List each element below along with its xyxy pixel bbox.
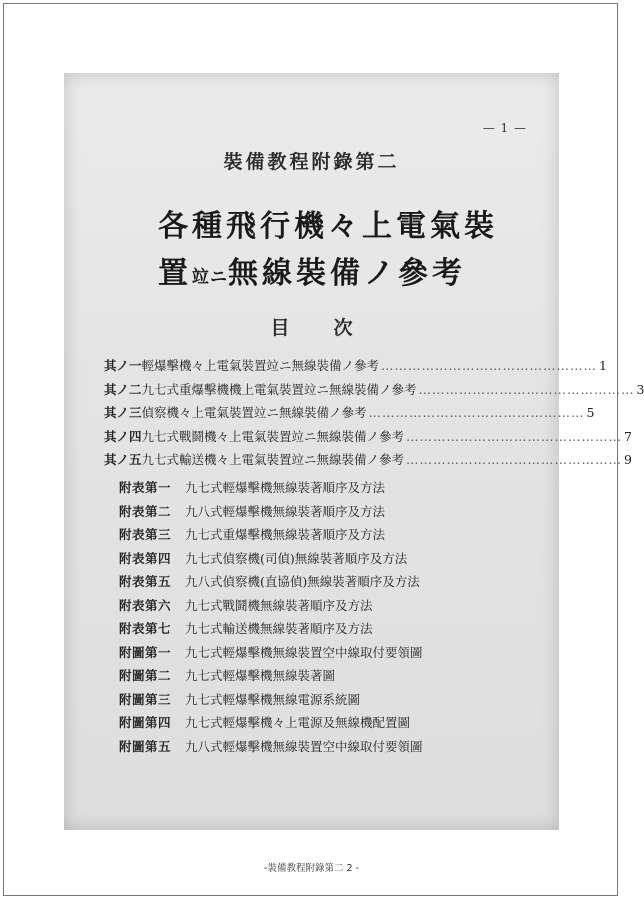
appendix-number: 附圖第五 <box>119 738 172 754</box>
chapter-entry <box>104 450 632 474</box>
chapter-title: 輕爆擊機々上電氣裝置竝ニ無線裝備ノ參考 <box>141 358 380 373</box>
appendix-title: 九七式輕爆擊機無線電源系統圖 <box>185 691 361 707</box>
appendix-entry <box>119 478 459 502</box>
appendix-title: 九七式偵察機(司偵)無線裝著順序及方法 <box>185 550 408 566</box>
leader-dots: ………………………………………… <box>406 428 623 444</box>
leader-dots: ………………………………………… <box>381 358 598 373</box>
page-footer: -裝備教程附錄第二 2 - <box>264 863 359 874</box>
appendix-title: 九八式偵察機(直協偵)無線裝著順序及方法 <box>185 574 420 589</box>
title-line-2-small: 竝ニ <box>192 267 228 288</box>
appendix-entry <box>119 690 459 714</box>
appendix-entry <box>119 737 459 761</box>
title-line-1-text: 各種飛行機々上電氣裝 <box>158 209 498 244</box>
series-title: 裝備教程附錄第二 <box>223 151 400 173</box>
leader-dots: ………………………………………… <box>368 405 585 420</box>
chapter-page: 5 <box>586 405 595 420</box>
chapter-entry <box>104 356 607 380</box>
leader-dots: ………………………………………… <box>418 381 635 397</box>
appendix-number: 附表第六 <box>119 597 172 613</box>
appendix-number: 附表第四 <box>119 550 172 566</box>
chapter-title: 九七式輸送機々上電氣裝置竝ニ無線裝備ノ參考 <box>141 452 405 467</box>
appendix-entry <box>119 596 459 620</box>
scanned-page <box>64 73 644 830</box>
chapter-number: 其ノ五 <box>104 452 142 467</box>
appendix-number: 附表第七 <box>119 621 172 636</box>
appendix-number: 附表第一 <box>119 480 172 495</box>
chapter-entry <box>104 427 632 451</box>
appendix-entry <box>119 549 459 573</box>
appendix-number: 附圖第二 <box>119 668 172 683</box>
appendix-title: 九七式輕爆擊機無線裝著順序及方法 <box>185 480 386 495</box>
appendix-number: 附圖第三 <box>119 691 172 707</box>
appendix-title: 九七式輕爆擊機無線裝著圖 <box>185 668 336 683</box>
appendix-title: 九七式輕爆擊機無線裝置空中線取付要領圖 <box>185 644 423 660</box>
appendix-title: 九七式重爆擊機無線裝著順序及方法 <box>185 527 386 542</box>
appendix-title: 九八式輕爆擊機無線裝置空中線取付要領圖 <box>185 738 423 754</box>
chapter-title: 偵察機々上電氣裝置竝ニ無線裝備ノ參考 <box>141 405 367 420</box>
document-title-line-2 <box>158 248 488 292</box>
appendix-entry <box>119 666 459 690</box>
chapter-number: 其ノ三 <box>104 405 142 420</box>
document-title-line-1 <box>158 201 498 245</box>
chapter-title: 九七式重爆擊機機上電氣裝置竝ニ無線裝備ノ參考 <box>141 381 417 397</box>
appendix-number: 附表第五 <box>119 574 172 589</box>
chapter-number: 其ノ二 <box>104 381 142 397</box>
appendix-title: 九八式輕爆擊機無線裝著順序及方法 <box>185 503 386 519</box>
appendix-title: 九七式輕爆擊機々上電源及無線機配置圖 <box>185 715 411 730</box>
appendix-entry <box>119 525 459 549</box>
appendix-number: 附圖第四 <box>119 715 172 730</box>
chapter-page: 1 <box>599 358 607 373</box>
appendix-entry <box>119 502 459 526</box>
appendix-title: 九七式戰鬪機無線裝著順序及方法 <box>185 597 373 613</box>
appendix-list <box>119 478 459 760</box>
chapter-list <box>104 356 644 474</box>
appendix-number: 附圖第一 <box>119 644 172 660</box>
appendix-number: 附表第三 <box>119 527 172 542</box>
page-number: — 1 — <box>482 121 527 135</box>
title-line-2-part-b: 無線裝備ノ參考 <box>228 256 466 291</box>
chapter-entry <box>104 403 595 427</box>
toc-heading: 目次 <box>270 317 397 339</box>
chapter-page: 3 <box>636 381 644 397</box>
appendix-entry <box>119 572 459 596</box>
chapter-page: 7 <box>624 428 632 444</box>
chapter-number: 其ノ四 <box>104 428 142 444</box>
appendix-title: 九七式輸送機無線裝著順序及方法 <box>185 621 373 636</box>
appendix-entry <box>119 713 459 737</box>
appendix-entry <box>119 643 459 667</box>
chapter-entry <box>104 380 644 404</box>
chapter-title: 九七式戰鬪機々上電氣裝置竝ニ無線裝備ノ參考 <box>141 428 405 444</box>
leader-dots: ………………………………………… <box>406 452 623 467</box>
chapter-page: 9 <box>624 452 632 467</box>
title-line-2-part-a: 置 <box>158 256 192 291</box>
chapter-number: 其ノ一 <box>104 358 142 373</box>
appendix-entry <box>119 619 459 643</box>
appendix-number: 附表第二 <box>119 503 172 519</box>
